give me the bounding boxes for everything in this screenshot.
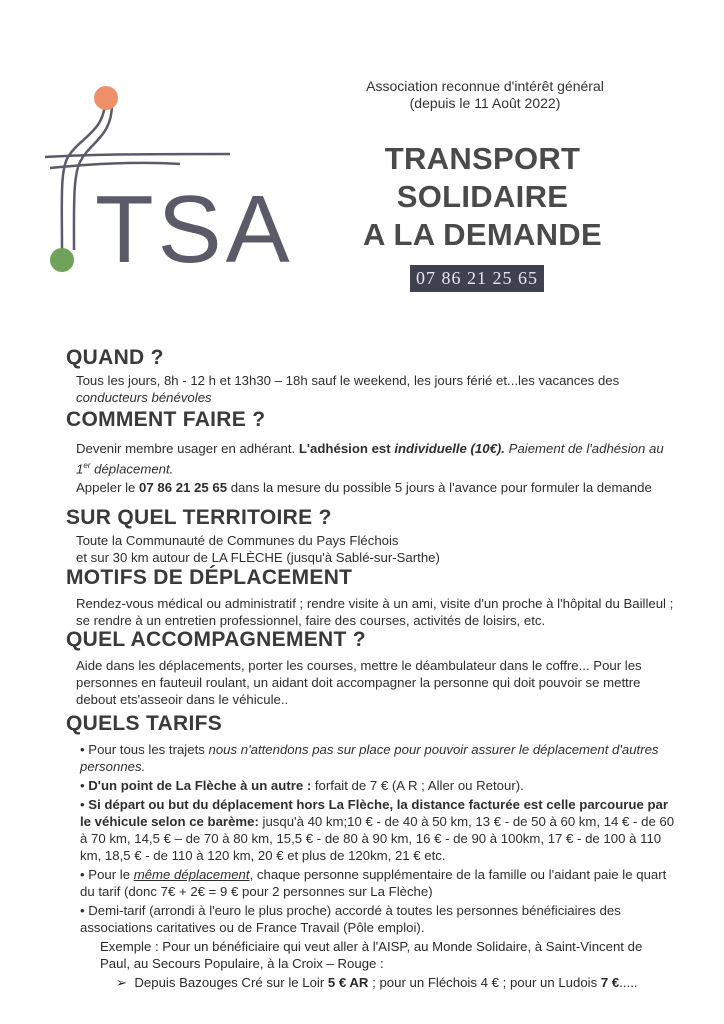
tarif-bullet-3: • Si départ ou but du déplacement hors La Flèche, la distance facturée est celle parcourue par le véhicule selon ce barème: jusqu'à 40 km;10 € - de 40 à 50 km, 13 € - de 50 à 60 km, 14 € - de 60 à 70 km, 14,5 € – de 70 à 80 km, 15,5 € - de 80 à 90 km, 16 € - de 90 à 100km, 17 € - de 100 à 110 km, 18,5 € - de 110 à 120 km, 20 € et plus de 120km, 21 € etc. (80, 797, 675, 863)
page-title (300, 140, 665, 254)
tarif-bullet-1: • Pour tous les trajets nous n'attendons pas sur place pour pouvoir assurer le déplacement d'autres personnes. (80, 742, 659, 774)
section-accompagnement (66, 628, 676, 708)
tsa-logo (40, 82, 310, 282)
comment-line1: Devenir membre usager en adhérant. L'adhésion est individuelle (10€). Paiement de l'adhésion au 1er déplacement. (76, 441, 664, 477)
section-comment (66, 408, 676, 496)
heading-motifs: MOTIFS DE DÉPLACEMENT (66, 566, 353, 589)
phone-number: 07 86 21 25 65 (410, 265, 544, 292)
tarif-example-detail: ➢ Depuis Bazouges Cré sur le Loir 5 € AR ; pour un Fléchois 4 € ; pour un Ludois 7 €..... (116, 975, 638, 990)
section-territoire (66, 506, 676, 566)
motifs-text: Rendez-vous médical ou administratif ; rendre visite à un ami, visite d'un proche à l'hôpital du Bailleul ; se rendre à un entretien professionnel, faire des courses, activités de loisirs, etc. (76, 596, 674, 628)
quand-text: Tous les jours, 8h - 12 h et 13h30 – 18h sauf le weekend, les jours férié et...les vacances des conducteurs bénévoles (76, 373, 620, 405)
section-tarifs (66, 712, 676, 991)
heading-comment: COMMENT FAIRE ? (66, 408, 266, 431)
title-line1: TRANSPORT SOLIDAIRE (384, 141, 581, 214)
orange-dot (94, 86, 118, 110)
assoc-line2: (depuis le 11 Août 2022) (409, 95, 561, 111)
heading-accompagnement: QUEL ACCOMPAGNEMENT ? (66, 628, 366, 651)
heading-quand: QUAND ? (66, 346, 164, 369)
tarif-bullet-2: • D'un point de La Flèche à un autre : forfait de 7 € (A R ; Aller ou Retour). (80, 778, 524, 793)
heading-tarifs: QUELS TARIFS (66, 712, 223, 735)
territoire-line1: Toute la Communauté de Communes du Pays Fléchois (76, 533, 399, 548)
green-dot (50, 248, 74, 272)
assoc-line1: Association reconnue d'intérêt général (366, 78, 604, 94)
section-motifs (66, 566, 676, 629)
heading-territoire: SUR QUEL TERRITOIRE ? (66, 506, 332, 529)
accompagnement-text: Aide dans les déplacements, porter les courses, mettre le déambulateur dans le coffre... Pour les personnes en fauteuil roulant, un aidant doit accompagner la personne qui doit pouvoir se mettre debout ets'asseoir dans le véhicule.. (76, 658, 642, 707)
tarif-bullet-4: • Pour le même déplacement, chaque personne supplémentaire de la famille ou l'aidant paie le quart du tarif (donc 7€ + 2€ = 9 € pour 2 personnes sur La Flèche) (80, 867, 667, 899)
territoire-line2: et sur 30 km autour de LA FLÈCHE (jusqu'à Sablé-sur-Sarthe) (76, 550, 440, 565)
tarif-example: Exemple : Pour un bénéficiaire qui veut aller à l'AISP, au Monde Solidaire, à Saint-Vincent de Paul, au Secours Populaire, à la Croix – Rouge : (100, 939, 643, 971)
comment-line2: Appeler le 07 86 21 25 65 dans la mesure du possible 5 jours à l'avance pour formuler la demande (76, 480, 652, 496)
title-line2: A LA DEMANDE (363, 217, 602, 252)
section-quand (66, 346, 676, 406)
association-note (360, 78, 610, 112)
logo-text: TSA (95, 176, 294, 282)
tarif-bullet-5: • Demi-tarif (arrondi à l'euro le plus proche) accordé à toutes les personnes bénéficiaires des associations caritatives ou de France Travail (Pôle emploi). (80, 903, 621, 935)
